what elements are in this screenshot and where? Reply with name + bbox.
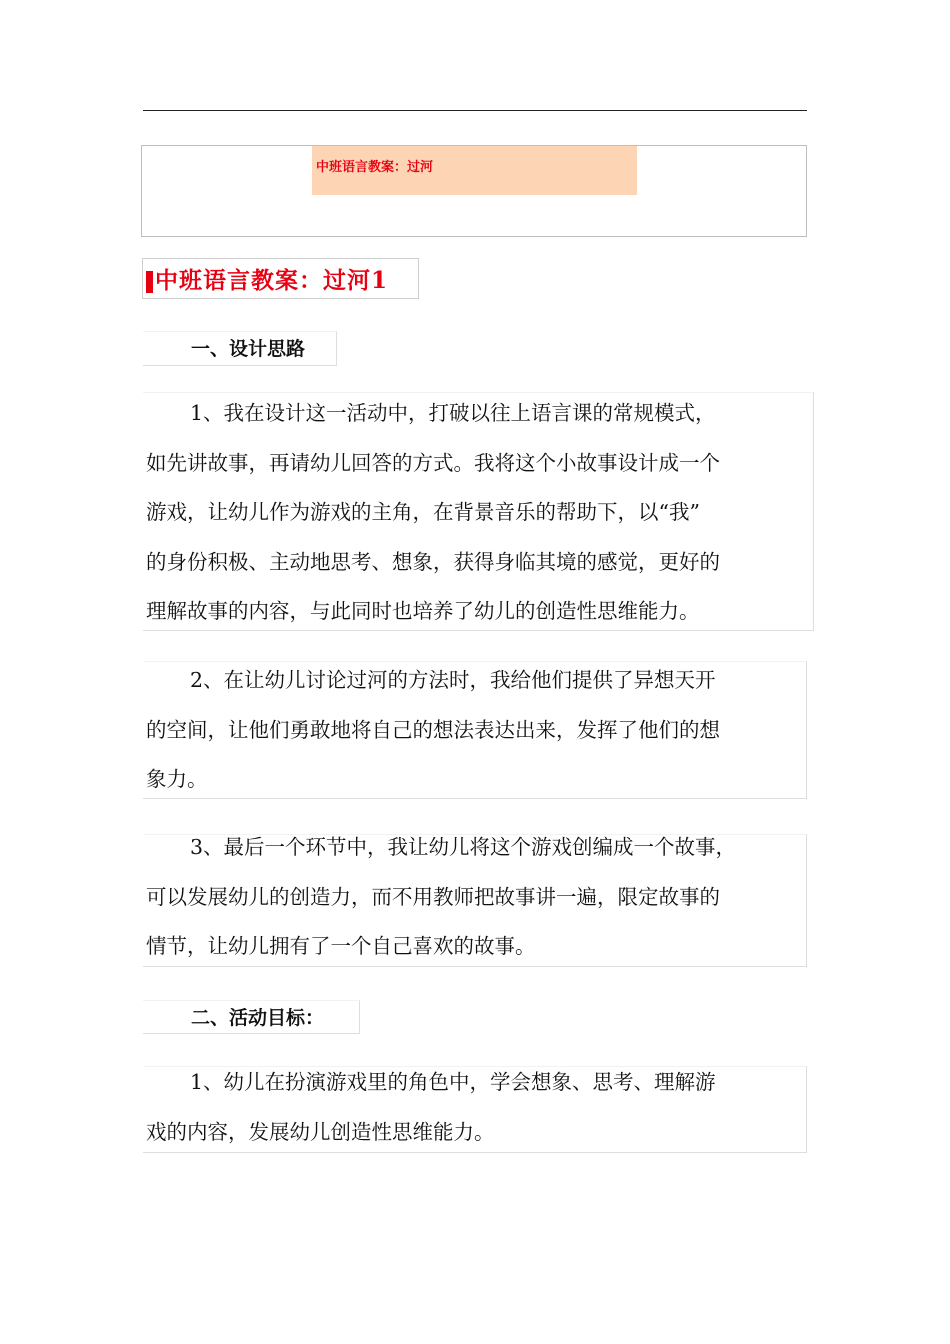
paragraph <box>146 823 818 972</box>
paragraph-line: 情节，让幼儿拥有了一个自己喜欢的故事。 <box>146 934 536 958</box>
paragraph <box>146 389 818 637</box>
paragraph-line: 理解故事的内容，与此同时也培养了幼儿的创造性思维能力。 <box>146 599 700 623</box>
paragraph-line: 3、最后一个环节中，我让幼儿将这个游戏创编成一个故事， <box>190 835 737 859</box>
header-label: 中班语言教案：过河 <box>312 146 637 195</box>
paragraph-line: 戏的内容，发展幼儿创造性思维能力。 <box>146 1119 495 1144</box>
paragraph-line: 象力。 <box>146 767 208 791</box>
paragraph-line: 的空间，让他们勇敢地将自己的想法表达出来，发挥了他们的想 <box>146 717 720 742</box>
paragraph-line: 游戏，让幼儿作为游戏的主角，在背景音乐的帮助下，以“我” <box>146 500 700 524</box>
paragraph-line: 2、在让幼儿讨论过河的方法时，我给他们提供了异想天开 <box>190 668 716 692</box>
document-title-text: 中班语言教案：过河1 <box>155 267 389 294</box>
paragraph <box>146 656 818 805</box>
paragraph-line: 如先讲故事，再请幼儿回答的方式。我将这个小故事设计成一个 <box>146 450 720 475</box>
paragraph <box>146 1058 818 1157</box>
paragraph-line: 的身份积极、主动地思考、想象，获得身临其境的感觉，更好的 <box>146 549 720 574</box>
section-heading: 一、设计思路 <box>191 338 306 360</box>
top-rule <box>143 110 807 111</box>
title-marker <box>146 271 153 293</box>
paragraph-line: 1、幼儿在扮演游戏里的角色中，学会想象、思考、理解游 <box>190 1070 716 1094</box>
document-title <box>142 258 419 299</box>
paragraph-line: 1、我在设计这一活动中，打破以往上语言课的常规模式， <box>190 401 716 425</box>
paragraph-line: 可以发展幼儿的创造力，而不用教师把故事讲一遍，限定故事的 <box>146 884 720 909</box>
section-heading: 二、活动目标： <box>191 1007 325 1029</box>
